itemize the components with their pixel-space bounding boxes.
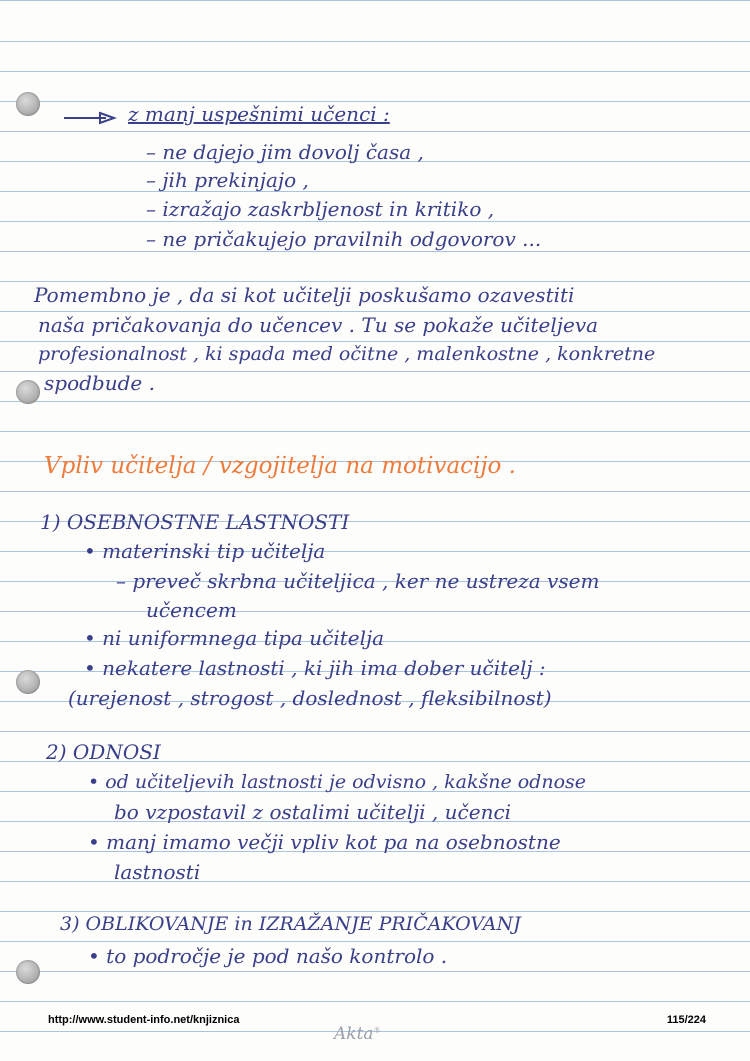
note-line: – ne dajejo jim dovolj časa , — [146, 140, 424, 164]
note-line: Pomembno je , da si kot učitelji poskušamo ozavestiti — [34, 283, 575, 307]
note-line: spodbude . — [44, 371, 155, 395]
bullet-item: • od učiteljevih lastnosti je odvisno , kakšne odnose — [88, 771, 587, 793]
logo-mark: ® — [373, 1026, 381, 1035]
note-line: – jih prekinjajo , — [146, 168, 309, 192]
bullet-item: • manj imamo večji vpliv kot pa na osebnostne — [88, 830, 561, 854]
section-heading: Vpliv učitelja / vzgojitelja na motivacijo . — [44, 453, 516, 479]
footer-url: http://www.student-info.net/knjiznica — [48, 1014, 240, 1026]
bullet-item: • to področje je pod našo kontrolo . — [88, 944, 448, 968]
note-line: z manj uspešnimi učenci : — [128, 102, 390, 126]
note-line: – izražajo zaskrbljenost in kritiko , — [146, 197, 495, 221]
bullet-item: lastnosti — [114, 860, 201, 884]
section-title: 3) OBLIKOVANJE in IZRAŽANJE PRIČAKOVANJ — [60, 913, 521, 935]
page-number: 115/224 — [666, 1014, 706, 1026]
bullet-item: bo vzpostavil z ostalimi učitelji , učenci — [114, 800, 512, 824]
punch-hole — [16, 960, 40, 984]
bullet-item: • materinski tip učitelja — [84, 539, 326, 563]
bullet-item: (urejenost , strogost , doslednost , fleksibilnost) — [68, 686, 552, 710]
punch-hole — [16, 670, 40, 694]
punch-hole — [16, 92, 40, 116]
note-line: profesionalnost , ki spada med očitne , malenkostne , konkretne — [38, 343, 656, 365]
sub-item: učencem — [146, 598, 237, 622]
sub-item: – preveč skrbna učiteljica , ker ne ustreza vsem — [116, 569, 600, 593]
note-line: naša pričakovanja do učencev . Tu se pokaže učiteljeva — [38, 313, 599, 337]
note-line: – ne pričakujejo pravilnih odgovorov ... — [146, 227, 542, 251]
bullet-item: • nekatere lastnosti , ki jih ima dober učitelj : — [84, 656, 546, 680]
punch-hole — [16, 380, 40, 404]
arrow-icon — [62, 111, 118, 125]
section-title: 2) ODNOSI — [46, 740, 161, 764]
bullet-item: • ni uniformnega tipa učitelja — [84, 626, 385, 650]
brand-logo — [334, 1024, 381, 1044]
section-title: 1) OSEBNOSTNE LASTNOSTI — [40, 510, 350, 534]
logo-text: Akta — [334, 1024, 374, 1044]
